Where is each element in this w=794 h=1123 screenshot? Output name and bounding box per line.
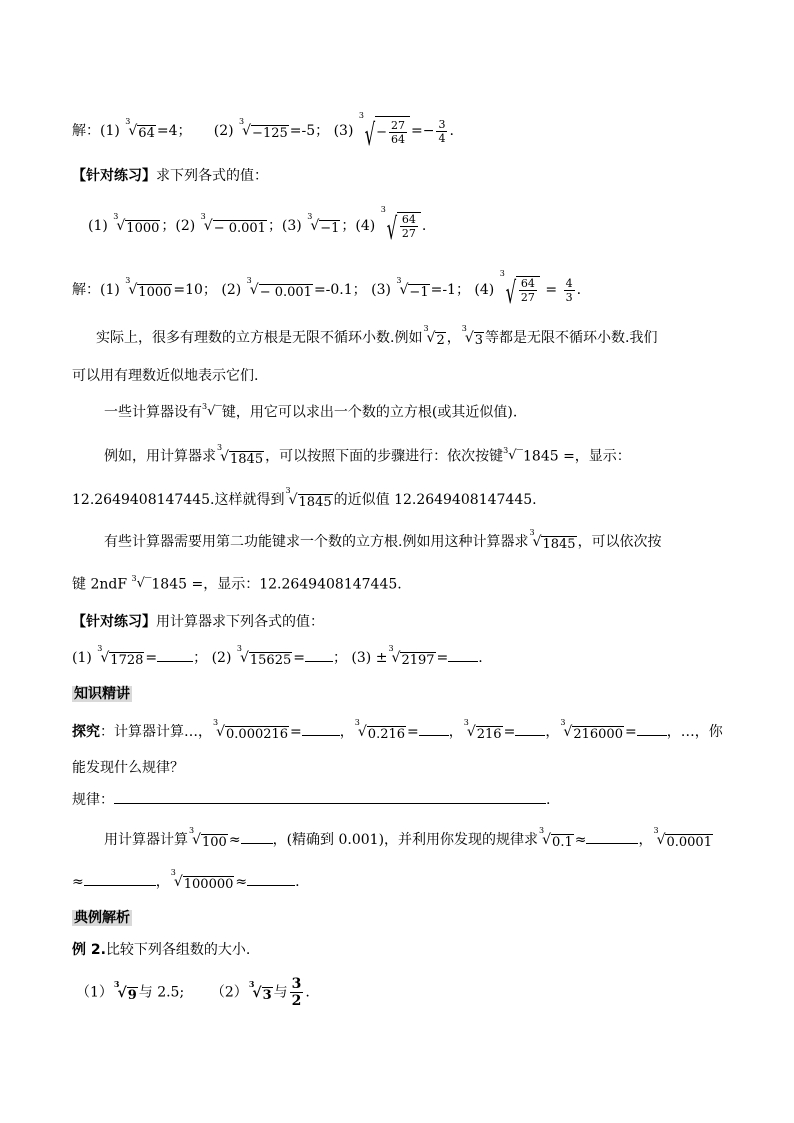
answer-blank[interactable] (586, 831, 638, 844)
example-2-items: （1） 3 √ 9 与 2.5; （2） 3 √ 3 与 $\frac{3}{2}$ . (76, 976, 310, 1009)
cube-root: 3 √ 3 (461, 324, 484, 348)
fraction: $\frac{3}{4}$ (438, 117, 446, 145)
section-heading-knowledge: 知识精讲 (74, 686, 130, 702)
paragraph-calculator-key: 一些计算器设有$^3$√‾键，用它可以求出一个数的立方根(或其近似值). (104, 402, 517, 423)
cube-root: 3 √ 64 (125, 117, 155, 141)
cube-root: 3 √ 1845 (285, 486, 332, 510)
section-heading-examples: 典例解析 (74, 910, 130, 926)
paragraph-irrational: 实际上，很多有理数的立方根是无限不循环小数.例如 3 √ 2 ， 3 √ 3 等都是无限不循环小数.我们 (96, 324, 658, 348)
cube-root: 3 √ 0.216 (354, 718, 406, 742)
practice-heading-2: 【针对练习】用计算器求下列各式的值： (72, 614, 324, 630)
text: =-5； (289, 123, 330, 139)
cube-root: 3 √ 9 (113, 978, 137, 1003)
cube-root: 3 √ −125 (239, 117, 288, 141)
text: =4； (156, 123, 192, 139)
fraction: $\frac{4}{3}$ (565, 276, 573, 304)
cube-root: 3 √ 100000 (170, 868, 234, 892)
answer-blank[interactable] (515, 723, 545, 736)
paragraph-result: 12.2649408147445.这样就得到 3 √ 1845 的近似值 12.2649408147445. (72, 486, 537, 510)
answer-blank[interactable] (419, 723, 449, 736)
rule-blank[interactable] (114, 791, 546, 804)
cube-root: 3 √ 1845 (217, 442, 264, 467)
text: =− (411, 123, 435, 139)
cube-root: 3 √ −1 (396, 276, 429, 300)
text: (3) (333, 123, 358, 139)
answer-blank[interactable] (305, 649, 333, 662)
rule-line: 规律： . (72, 792, 551, 808)
cube-root: 3 √ 0.0001 (653, 826, 712, 850)
answer-blank[interactable] (247, 873, 295, 886)
cube-root: 3 √ 0.000216 (213, 718, 289, 742)
solution-line-1: 解：(1) 3 √ 64 =4； (2) 3 √ −125 =-5； (3) 3 √ − $\frac{27}{64}$ =− $\frac{3}{4}$ . (72, 111, 454, 153)
estimate-line: 用计算器计算 3 √ 100 ≈ ，(精确到 0.001)，并利用你发现的规律求 3 √ 0.1 ≈ ， 3 √ 0.0001 (104, 826, 712, 850)
practice-items-2: (1) 3 √ 1728 = ； (2) 3 √ 15625 = ； (3) ± 3 √ 2197 = . (72, 644, 483, 668)
paragraph-second-function: 有些计算器需要用第二功能键求一个数的立方根.例如用这种计算器求 3 √ 1845 ，可以依次按 (104, 528, 662, 552)
cube-root: 3 √ 0.1 (539, 826, 573, 850)
answer-blank[interactable] (241, 831, 273, 844)
practice-heading-1 (72, 166, 268, 186)
cube-root: 3 √ 1000 (125, 276, 172, 300)
practice-items-1: (1) 3 √ 1000 ；(2) 3 √ − 0.001 ；(3) 3 √ −1 ；(4) 3 √ $\frac{64}{27}$ . (88, 205, 427, 247)
cube-root: 3 √ 216 (463, 718, 502, 742)
text: 求下列各式的值： (156, 168, 268, 184)
answer-blank[interactable] (84, 873, 156, 886)
cube-root: 3 √ − 0.001 (246, 276, 312, 300)
explore-line: 探究：计算器计算…， 3 √ 0.000216 = ， 3 √ 0.216 = ， 3 √ 216 = ， 3 √ 216000 = ，…，你 (72, 718, 723, 742)
text: 解：(1) (72, 123, 125, 139)
cube-root: 3 √ 100 (189, 826, 227, 850)
cube-root: 3 √ 3 (248, 978, 272, 1003)
estimate-line-2: ≈ ， 3 √ 100000 ≈ . (72, 868, 300, 892)
example-2-heading: 例 2.比较下列各组数的大小. (72, 942, 251, 958)
answer-blank[interactable] (157, 649, 193, 662)
cube-root: 3 √ − $\frac{27}{64}$ (359, 116, 410, 146)
practice-tag: 【针对练习】 (72, 168, 156, 184)
cube-root: 3 √ 2197 (388, 644, 435, 668)
solution-line-2: 解：(1) 3 √ 1000 =10； (2) 3 √ − 0.001 =-0.1； (3) 3 √ −1 =-1； (4) 3 √ $\frac{64}{27}$ = $\frac{4}{3}$ . (72, 269, 582, 311)
cube-root: 3 √ 1845 (529, 528, 576, 552)
cube-root-key-icon: $^3$√‾ (503, 446, 523, 463)
cube-root: 3 √ 1000 (113, 212, 160, 236)
explore-tag: 探究 (72, 724, 100, 740)
text: (2) (213, 123, 239, 139)
cube-root: 3 √ 216000 (560, 718, 623, 742)
answer-blank[interactable] (302, 723, 340, 736)
practice-tag: 【针对练习】 (72, 614, 156, 630)
cube-root: 3 √ − 0.001 (200, 212, 266, 236)
explore-line-2: 能发现什么规律？ (72, 760, 184, 776)
fraction: $\frac{3}{2}$ (291, 976, 302, 1009)
paragraph-example: 例如，用计算器求 3 √ 1845 ，可以按照下面的步骤进行：依次按键$^3$√‾1845 =，显示： (104, 442, 631, 467)
answer-blank[interactable] (637, 723, 667, 736)
cube-root-key-icon: $^3$√‾ (131, 574, 152, 591)
cube-root: 3 √ 2 (423, 324, 445, 348)
cube-root: 3 √ $\frac{64}{27}$ (381, 212, 421, 240)
cube-root: 3 √ 15625 (236, 644, 292, 668)
answer-blank[interactable] (448, 649, 478, 662)
paragraph-irrational-2: 可以用有理数近似地表示它们. (72, 368, 259, 384)
example-tag: 例 2. (72, 942, 106, 958)
cube-root: 3 √ $\frac{64}{27}$ (500, 276, 540, 304)
cube-root-key-icon: $^3$√‾ (202, 402, 222, 419)
paragraph-second-function-2: 键 2ndF $^3$√‾1845 =，显示：12.2649408147445. (72, 574, 402, 595)
cube-root: 3 √ −1 (307, 212, 340, 236)
cube-root: 3 √ 1728 (97, 644, 144, 668)
